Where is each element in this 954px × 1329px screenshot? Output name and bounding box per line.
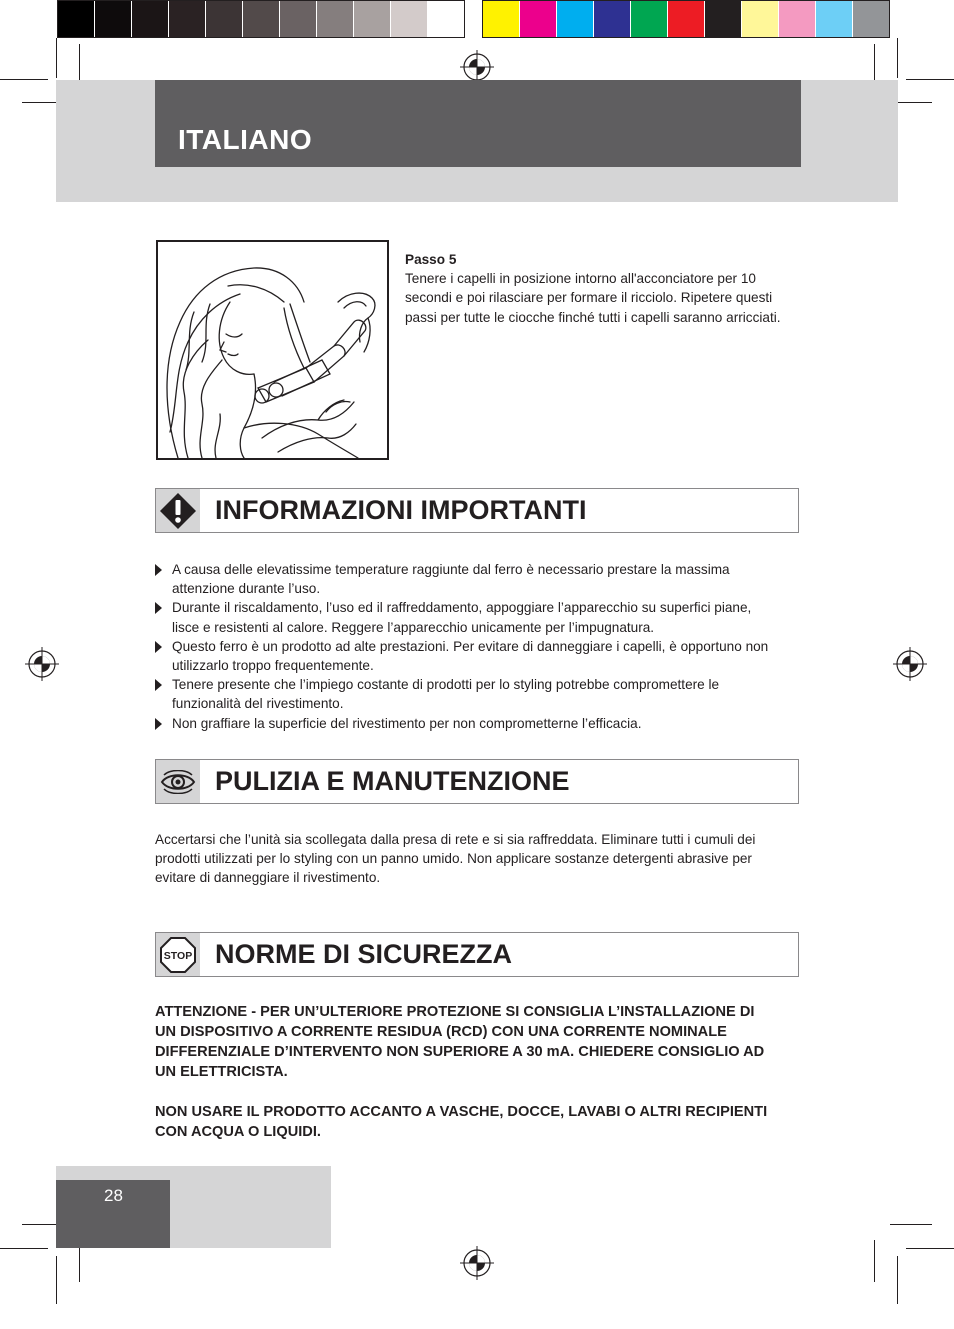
bullet-arrow-icon	[155, 679, 162, 691]
crop-mark	[897, 38, 898, 78]
color-swatch	[816, 1, 852, 37]
warning-exclamation-icon	[158, 491, 198, 531]
registration-mark-icon	[460, 1246, 494, 1280]
registration-mark-icon	[460, 50, 494, 84]
bullet-arrow-icon	[155, 641, 162, 653]
color-swatch	[631, 1, 667, 37]
color-swatch	[705, 1, 741, 37]
section-icon-box	[156, 489, 200, 532]
list-item: Tenere presente che l’impiego costante di prodotti per lo styling potrebbe compromettere le funzionalità del rivestimento.	[155, 675, 775, 713]
color-swatch	[557, 1, 593, 37]
step-5-block	[405, 250, 785, 327]
section-safety	[155, 932, 799, 977]
color-swatch	[391, 1, 427, 37]
color-swatch	[779, 1, 815, 37]
color-swatch	[280, 1, 316, 37]
list-item: Non graffiare la superficie del rivestimento per non comprometterne l’efficacia.	[155, 714, 775, 733]
crop-mark	[890, 1224, 932, 1225]
hair-styling-illustration	[156, 240, 389, 460]
list-item: A causa delle elevatissime temperature raggiunte dal ferro è necessario prestare la massima attenzione durante l’uso.	[155, 560, 775, 598]
crop-mark	[0, 1248, 48, 1249]
color-swatch	[243, 1, 279, 37]
bullet-arrow-icon	[155, 718, 162, 730]
cleaning-paragraph: Accertarsi che l’unità sia scollegata dalla presa di rete e si sia raffreddata. Eliminare tutti i cumuli dei prodotti utilizzati per lo styling con un panno umido. Non applicare sostanze detergenti abrasive per evitare di danneggiare il rivestimento.	[155, 832, 756, 886]
bullet-arrow-icon	[155, 602, 162, 614]
section-important-info	[155, 488, 799, 533]
eye-icon	[160, 770, 196, 794]
section-title: INFORMAZIONI IMPORTANTI	[215, 495, 587, 525]
crop-mark	[897, 1256, 898, 1304]
section-icon-box	[156, 933, 200, 976]
registration-mark-icon	[893, 647, 927, 681]
crop-mark	[0, 79, 48, 80]
color-swatch	[317, 1, 353, 37]
registration-mark-icon	[25, 647, 59, 681]
svg-text:STOP: STOP	[163, 949, 193, 962]
stop-sign-icon	[160, 937, 196, 973]
woman-curling-hair-image	[158, 242, 387, 458]
color-swatch	[668, 1, 704, 37]
rcd-warning: ATTENZIONE - PER UN’ULTERIORE PROTEZIONE SI CONSIGLIA L’INSTALLAZIONE DI UN DISPOSITIVO A CORRENTE RESIDUA (RCD) CON UNA CORRENTE NOMINALE DIFFERENZIALE D’INTERVENTO NON SUPERIORE A 30 mA. CHIEDERE CONSIGLIO AD UN ELETTRICISTA.	[155, 1004, 765, 1080]
grayscale-calibration-bar	[57, 0, 465, 38]
section-cleaning	[155, 759, 799, 804]
color-calibration-bar	[482, 0, 890, 38]
bullet-arrow-icon	[155, 564, 162, 576]
color-swatch	[132, 1, 168, 37]
color-swatch	[520, 1, 556, 37]
page-number: 28	[104, 1186, 123, 1205]
crop-mark	[56, 38, 57, 78]
page-title: ITALIANO	[178, 124, 313, 155]
crop-mark	[906, 1248, 954, 1249]
step-title: Passo 5	[405, 252, 457, 267]
list-item: Questo ferro è un prodotto ad alte prestazioni. Per evitare di danneggiare i capelli, è opportuno non utilizzarlo troppo frequentemente.	[155, 637, 775, 675]
step-text: Tenere i capelli in posizione intorno all'acconciatore per 10 secondi e poi rilasciare per formare il ricciolo. Ripetere questi passi per tutte le ciocche finché tutti i capelli saranno arricciati.	[405, 271, 781, 325]
crop-mark	[56, 1256, 57, 1304]
section-title: PULIZIA E MANUTENZIONE	[215, 766, 570, 796]
important-info-list	[155, 560, 775, 733]
section-title: NORME DI SICUREZZA	[215, 939, 512, 969]
color-swatch	[483, 1, 519, 37]
crop-mark	[906, 79, 954, 80]
color-swatch	[853, 1, 889, 37]
section-icon-box	[156, 760, 200, 803]
color-swatch	[169, 1, 205, 37]
color-swatch	[206, 1, 242, 37]
color-swatch	[58, 1, 94, 37]
color-swatch	[742, 1, 778, 37]
color-swatch	[95, 1, 131, 37]
water-warning: NON USARE IL PRODOTTO ACCANTO A VASCHE, DOCCE, LAVABI O ALTRI RECIPIENTI CON ACQUA O LIQUIDI.	[155, 1104, 768, 1140]
crop-mark	[874, 1240, 875, 1282]
color-swatch	[428, 1, 464, 37]
color-swatch	[354, 1, 390, 37]
color-swatch	[594, 1, 630, 37]
list-item: Durante il riscaldamento, l’uso ed il raffreddamento, appoggiare l’apparecchio su superfici piane, lisce e resistenti al calore. Reggere l’apparecchio unicamente per l’impugnatura.	[155, 598, 775, 636]
